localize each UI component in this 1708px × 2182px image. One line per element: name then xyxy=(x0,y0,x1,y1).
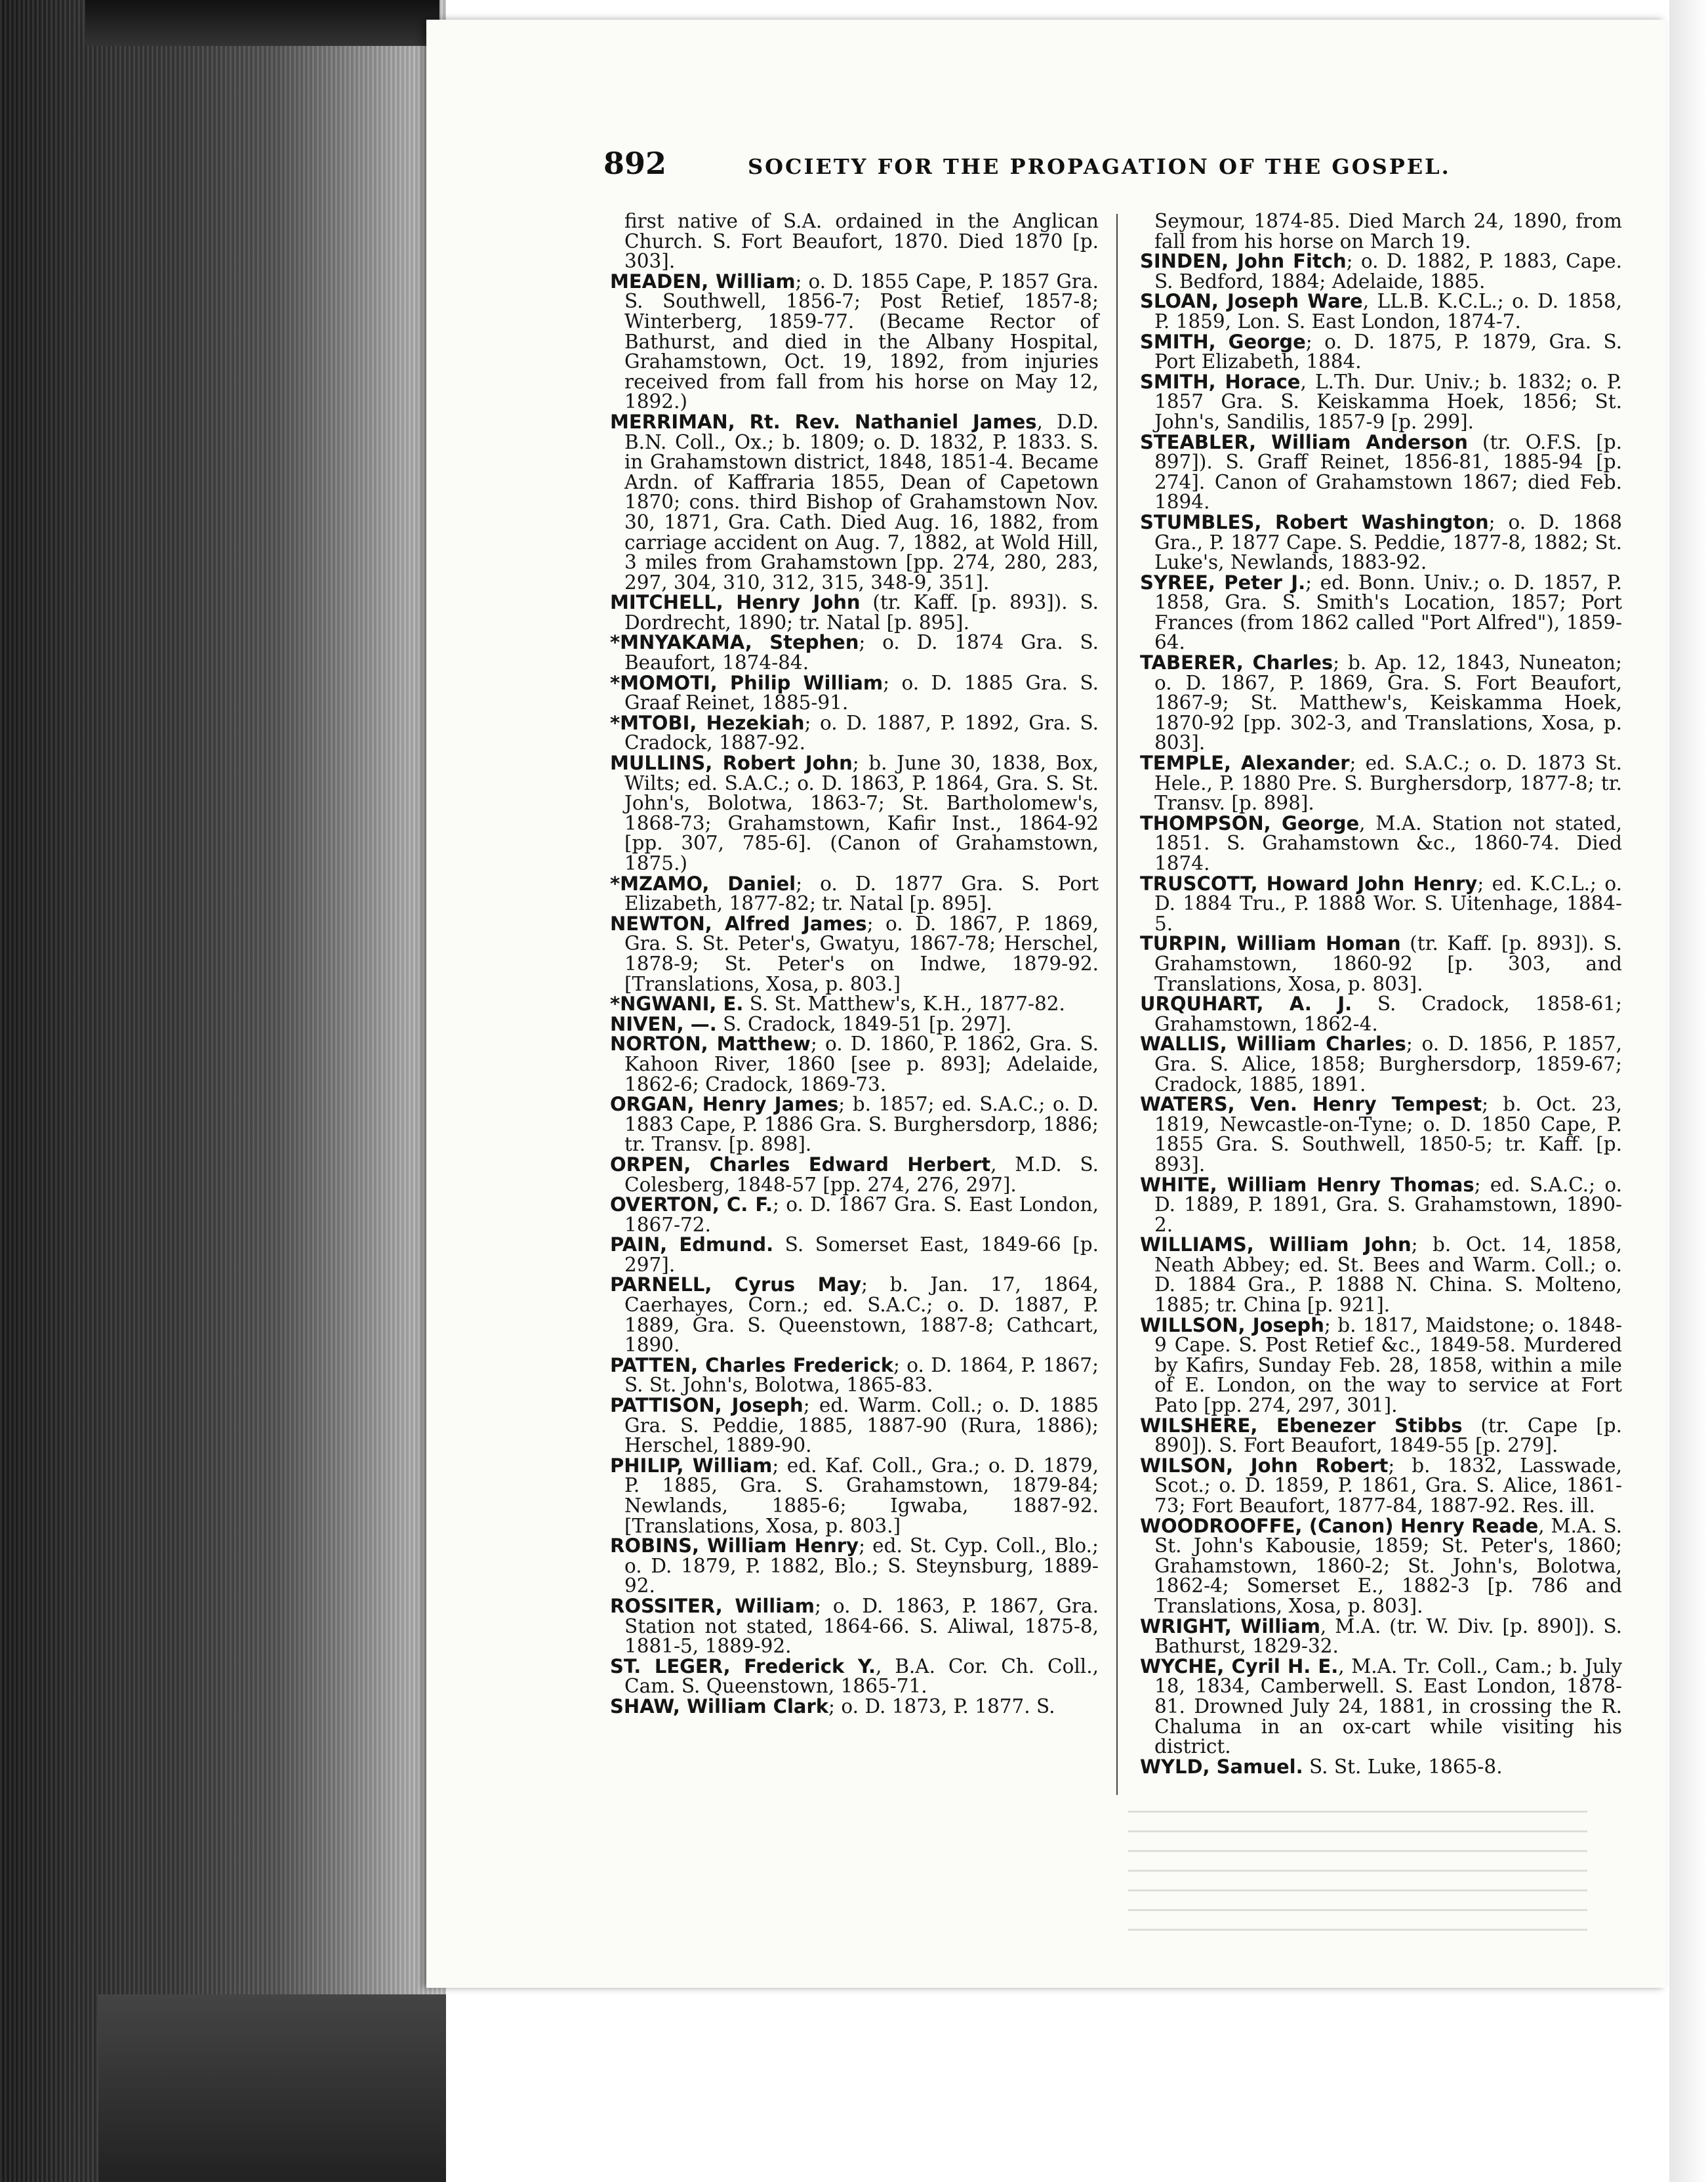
register-entry xyxy=(610,713,1099,753)
running-title: SOCIETY FOR THE PROPAGATION OF THE GOSPEL. xyxy=(748,154,1451,179)
entry-text: ; b. June 30, 1838, Box, Wilts; ed. S.A.C.; o. D. 1863, P. 1864, Gra. S. St. John's, Bolotwa, 1863-7; St. Bartholomew's, 1868-73; Grahamstown, Kafir Inst., 1864-92 [pp. 307, 785-6]. (Canon of Grahamstown, 1875.) xyxy=(624,752,1099,875)
entry-name: STEABLER, William Anderson xyxy=(1140,430,1468,453)
register-entry xyxy=(610,1355,1099,1395)
entry-name: *MOMOTI, Philip William xyxy=(610,671,884,694)
entry-text: ; o. D. 1856, P. 1857, Gra. S. Alice, 1858; Burghersdorp, 1859-67; Cradock, 1885, 1891. xyxy=(1154,1033,1622,1096)
entry-name: SMITH, Horace xyxy=(1140,370,1301,393)
register-entry xyxy=(610,632,1099,672)
entry-name: NORTON, Matthew xyxy=(610,1033,811,1056)
entry-name: *MZAMO, Daniel xyxy=(610,872,796,895)
entry-text: (tr. O.F.S. [p. 897]). S. Graff Reinet, 1856-81, 1885-94 [p. 274]. Canon of Grahamstown 1867; died Feb. 1894. xyxy=(1154,430,1623,514)
entry-name: PATTEN, Charles Frederick xyxy=(610,1353,893,1376)
entry-text: S. Cradock, 1858-61; Grahamstown, 1862-4. xyxy=(1154,993,1622,1035)
entry-name: WHITE, William Henry Thomas xyxy=(1140,1173,1474,1196)
entry-name: *MTOBI, Hezekiah xyxy=(610,711,805,734)
entry-name: ROSSITER, William xyxy=(610,1594,815,1617)
entry-text: (tr. Kaff. [p. 893]). S. Grahamstown, 1860-92 [p. 303, and Translations, Xosa, p. 803]. xyxy=(1154,932,1622,995)
entry-text: (tr. Kaff. [p. 893]). S. Dordrecht, 1890; tr. Natal [p. 895]. xyxy=(624,591,1099,634)
entry-name: PARNELL, Cyrus May xyxy=(610,1273,862,1296)
entry-text: , M.A. S. St. John's Kabousie, 1859; St. Peter's, 1860; Grahamstown, 1860-2; St. John's, Bolotwa, 1862-4; Somerset E., 1882-3 [p. 786 and Translations, Xosa, p. 803]. xyxy=(1154,1514,1622,1617)
entry-text: ; o. D. 1867, P. 1869, Gra. S. St. Peter's, Gwatyu, 1867-78; Herschel, 1878-9; St. Peter's on Indwe, 1879-92. [Translations, Xosa, p. 803.] xyxy=(624,912,1099,995)
entry-text: , M.A. Station not stated, 1851. S. Grahamstown &c., 1860-74. Died 1874. xyxy=(1154,812,1622,875)
register-entry xyxy=(610,1536,1099,1596)
register-entry xyxy=(610,412,1099,592)
entry-text: ; o. D. 1864, P. 1867; S. St. John's, Bolotwa, 1865-83. xyxy=(624,1353,1099,1397)
register-entry xyxy=(1140,753,1622,813)
page-right-margin xyxy=(1669,0,1708,2182)
entry-name: SYREE, Peter J. xyxy=(1140,571,1306,594)
register-entry xyxy=(1140,1175,1622,1235)
entry-text: ; o. D. 1885 Gra. S. Graaf Reinet, 1885-91. xyxy=(624,671,1099,714)
entry-name: NEWTON, Alfred James xyxy=(610,912,867,935)
entry-text: , D.D. B.N. Coll., Ox.; b. 1809; o. D. 1832, P. 1833. S. in Grahamstown district, 1848, 1851-4. Became Ardn. of Kaffraria 1855, Dean of Capetown 1870; cons. third Bishop of Grahamstown Nov. 30, 1871, Gra. Cath. Died Aug. 16, 1882, from carriage accident on Aug. 7, 1882, at Wold Hill, 3 miles from Grahamstown [pp. 274, 280, 283, 297, 304, 310, 312, 315, 348-9, 351]. xyxy=(624,410,1099,594)
entry-text: S. St. Matthew's, K.H., 1877-82. xyxy=(743,993,1065,1016)
show-through-text xyxy=(1128,1811,1587,1942)
entry-text: ; o. D. 1863, P. 1867, Gra. Station not stated, 1864-66. S. Aliwal, 1875-8, 1881-5, 1889-92. xyxy=(624,1594,1099,1658)
register-entry xyxy=(1140,874,1622,934)
register-entry xyxy=(1140,1416,1622,1456)
entry-name: WILLIAMS, William John xyxy=(1140,1233,1412,1256)
register-entry xyxy=(1140,1757,1622,1777)
entry-text: S. St. Luke, 1865-8. xyxy=(1303,1755,1503,1778)
register-entry xyxy=(1140,1616,1622,1657)
register-entry xyxy=(610,1395,1099,1456)
entry-text: ; o. D. 1855 Cape, P. 1857 Gra. S. Southwell, 1856-7; Post Retief, 1857-8; Winterberg, 1859-77. (Became Rector of Bathurst, and died in the Albany Hospital, Grahamstown, Oct. 19, 1892, from injuries received from fall from his horse on May 12, 1892.) xyxy=(624,270,1099,413)
entry-text: S. Somerset East, 1849-66 [p. 297]. xyxy=(624,1233,1099,1276)
register-entry xyxy=(610,994,1099,1014)
entry-name: *NGWANI, E. xyxy=(610,993,744,1016)
entry-name: THOMPSON, George xyxy=(1140,812,1360,834)
register-entry xyxy=(1140,653,1622,753)
register-entry xyxy=(610,1155,1099,1195)
register-entry xyxy=(610,272,1099,412)
entry-text: , B.A. Cor. Ch. Coll., Cam. S. Queenstown, 1865-71. xyxy=(624,1655,1099,1698)
entry-text: ; o. D. 1887, P. 1892, Gra. S. Cradock, 1887-92. xyxy=(624,711,1099,754)
entry-name: MERRIMAN, Rt. Rev. Nathaniel James xyxy=(610,410,1037,433)
entry-name: TRUSCOTT, Howard John Henry xyxy=(1140,872,1478,895)
running-head xyxy=(603,146,1476,185)
entry-text: ; b. 1832, Lasswade, Scot.; o. D. 1859, P. 1861, Gra. S. Alice, 1861-73; Fort Beaufort, 1877-84, 1887-92. Res. ill. xyxy=(1154,1454,1622,1517)
register-entry xyxy=(1140,1456,1622,1516)
entry-text: (tr. Cape [p. 890]). S. Fort Beaufort, 1849-55 [p. 279]. xyxy=(1154,1414,1622,1457)
entry-name: SINDEN, John Fitch xyxy=(1140,250,1347,273)
entry-name: WRIGHT, William xyxy=(1140,1615,1320,1637)
register-entry xyxy=(610,673,1099,713)
entry-name: TABERER, Charles xyxy=(1140,651,1333,674)
entry-name: SMITH, George xyxy=(1140,330,1306,353)
register-entry xyxy=(610,1657,1099,1697)
entry-name: WILSON, John Robert xyxy=(1140,1454,1389,1477)
entry-text: ; b. Ap. 12, 1843, Nuneaton; o. D. 1867, P. 1869, Gra. S. Fort Beaufort, 1867-9; St. Matthew's, Keiskamma Hoek, 1870-92 [pp. 302-3, and Translations, Xosa, p. 803]. xyxy=(1154,651,1622,754)
entry-name: MULLINS, Robert John xyxy=(610,752,853,775)
entry-text: ; b. Jan. 17, 1864, Caerhayes, Corn.; ed. S.A.C.; o. D. 1887, P. 1889, Gra. S. Queenstown, 1887-8; Cathcart, 1890. xyxy=(624,1273,1099,1357)
entry-name: PATTISON, Joseph xyxy=(610,1394,803,1417)
book-edge-top xyxy=(85,0,439,46)
entry-name: WILLSON, Joseph xyxy=(1140,1313,1324,1336)
entry-text: ; b. 1817, Maidstone; o. 1848-9 Cape. S. Post Retief &c., 1849-58. Murdered by Kafirs, Sunday Feb. 28, 1858, within a mile of E. London, on the way to service at Fort Pato [pp. 274, 297, 301]. xyxy=(1154,1313,1622,1417)
entry-text: ; o. D. 1860, P. 1862, Gra. S. Kahoon River, 1860 [see p. 893]; Adelaide, 1862-6; Cradock, 1869-73. xyxy=(624,1033,1099,1096)
entry-text: ; o. D. 1867 Gra. S. East London, 1867-72. xyxy=(624,1193,1099,1236)
register-entry xyxy=(610,1195,1099,1235)
entry-text: ; b. 1857; ed. S.A.C.; o. D. 1883 Cape, P. 1886 Gra. S. Burghersdorp, 1886; tr. Transv. [p. 898]. xyxy=(624,1093,1099,1156)
book-edge-bottom xyxy=(98,1994,446,2182)
page-number: 892 xyxy=(603,146,667,181)
register-entry xyxy=(1140,1094,1622,1174)
entry-name: ORGAN, Henry James xyxy=(610,1093,839,1116)
register-entry xyxy=(1140,332,1622,372)
entry-text: , M.D. S. Colesberg, 1848-57 [pp. 274, 276, 297]. xyxy=(624,1153,1099,1196)
entry-text: ; b. Oct. 14, 1858, Neath Abbey; ed. St. Bees and Warm. Coll.; o. D. 1884 Gra., P. 1888 N. China. S. Molteno, 1885; tr. China [p. 921]. xyxy=(1154,1233,1622,1317)
entry-name: STUMBLES, Robert Washington xyxy=(1140,510,1489,533)
register-entry xyxy=(1140,1034,1622,1094)
register-entry xyxy=(1140,211,1622,251)
entry-text: ; ed. K.C.L.; o. D. 1884 Tru., P. 1888 Wor. S. Uitenhage, 1884-5. xyxy=(1154,872,1622,935)
right-column xyxy=(1140,211,1622,1777)
column-divider xyxy=(1116,214,1118,1795)
entry-text: Seymour, 1874-85. Died March 24, 1890, from fall from his horse on March 19. xyxy=(1154,210,1622,253)
register-entry xyxy=(1140,1235,1622,1315)
register-entry xyxy=(610,1697,1099,1717)
entry-text: first native of S.A. ordained in the Anglican Church. S. Fort Beaufort, 1870. Died 1870 [p. 303]. xyxy=(624,210,1099,273)
entry-text: ; ed. St. Cyp. Coll., Blo.; o. D. 1879, P. 1882, Blo.; S. Steynsburg, 1889-92. xyxy=(624,1534,1099,1597)
book-page-edges xyxy=(0,0,446,2182)
entry-name: URQUHART, A. J. xyxy=(1140,993,1352,1016)
register-entry xyxy=(1140,512,1622,573)
entry-name: WALLIS, William Charles xyxy=(1140,1033,1406,1056)
entry-text: ; o. D. 1868 Gra., P. 1877 Cape. S. Peddie, 1877-8, 1882; St. Luke's, Newlands, 1883-92. xyxy=(1154,510,1622,574)
entry-text: ; o. D. 1875, P. 1879, Gra. S. Port Elizabeth, 1884. xyxy=(1154,330,1623,373)
entry-text: ; ed. Bonn. Univ.; o. D. 1857, P. 1858, Gra. S. Smith's Location, 1857; Port Frances (from 1862 called "Port Alfred"), 1859-64. xyxy=(1154,571,1622,654)
register-entry xyxy=(610,914,1099,994)
entry-text: ; o. D. 1873, P. 1877. S. xyxy=(828,1695,1055,1718)
entry-name: TURPIN, William Homan xyxy=(1140,932,1401,955)
entry-name: MEADEN, William xyxy=(610,270,796,293)
register-entry xyxy=(610,1275,1099,1355)
entry-name: TEMPLE, Alexander xyxy=(1140,752,1350,775)
entry-name: OVERTON, C. F. xyxy=(610,1193,773,1216)
register-entry xyxy=(610,874,1099,914)
register-entry xyxy=(1140,1516,1622,1616)
entry-name: PAIN, Edmund. xyxy=(610,1233,774,1256)
register-entry xyxy=(610,1456,1099,1536)
register-entry xyxy=(1140,291,1622,331)
entry-text: , M.A. (tr. W. Div. [p. 890]). S. Bathurst, 1829-32. xyxy=(1154,1615,1623,1658)
register-entry xyxy=(1140,573,1622,653)
register-entry xyxy=(610,1034,1099,1094)
register-entry xyxy=(610,753,1099,874)
entry-name: NIVEN, —. xyxy=(610,1012,717,1035)
entry-name: ROBINS, William Henry xyxy=(610,1534,859,1557)
register-entry xyxy=(610,1596,1099,1657)
entry-text: ; b. Oct. 23, 1819, Newcastle-on-Tyne; o. D. 1850 Cape, P. 1855 Gra. S. Southwell, 1850-5; tr. Kaff. [p. 893]. xyxy=(1154,1093,1622,1176)
entry-name: ORPEN, Charles Edward Herbert xyxy=(610,1153,991,1176)
entry-name: SHAW, William Clark xyxy=(610,1695,829,1718)
entry-text: ; o. D. 1874 Gra. S. Beaufort, 1874-84. xyxy=(624,631,1099,674)
left-column xyxy=(610,211,1099,1717)
register-entry xyxy=(610,1014,1099,1035)
register-entry xyxy=(610,1094,1099,1155)
register-entry xyxy=(1140,1657,1622,1757)
entry-text: , L.Th. Dur. Univ.; b. 1832; o. P. 1857 Gra. S. Keiskamma Hoek, 1856; St. John's, Sandilis, 1857-9 [p. 299]. xyxy=(1154,370,1623,433)
register-entry xyxy=(1140,372,1622,432)
entry-name: PHILIP, William xyxy=(610,1454,773,1477)
entry-text: ; ed. Warm. Coll.; o. D. 1885 Gra. S. Peddie, 1885, 1887-90 (Rura, 1886); Herschel, 1889-90. xyxy=(624,1394,1099,1457)
register-entry xyxy=(1140,432,1622,512)
entry-name: WYLD, Samuel. xyxy=(1140,1755,1303,1778)
entry-name: WOODROOFFE, (Canon) Henry Reade xyxy=(1140,1514,1539,1537)
entry-name: WATERS, Ven. Henry Tempest xyxy=(1140,1093,1482,1116)
entry-text: ; o. D. 1877 Gra. S. Port Elizabeth, 1877-82; tr. Natal [p. 895]. xyxy=(624,872,1099,915)
entry-text: ; ed. Kaf. Coll., Gra.; o. D. 1879, P. 1885, Gra. S. Grahamstown, 1879-84; Newlands, 1885-6; Igwaba, 1887-92. [Translations, Xosa, p. 803.] xyxy=(624,1454,1099,1537)
entry-name: ST. LEGER, Frederick Y. xyxy=(610,1655,876,1678)
entry-name: MITCHELL, Henry John xyxy=(610,591,861,614)
entry-name: SLOAN, Joseph Ware xyxy=(1140,290,1363,313)
register-entry xyxy=(1140,994,1622,1034)
entry-text: , M.A. Tr. Coll., Cam.; b. July 18, 1834, Camberwell. S. East London, 1878-81. Drowned July 24, 1881, in crossing the R. Chaluma in an ox-cart while visiting his district. xyxy=(1154,1655,1622,1758)
register-entry xyxy=(1140,813,1622,874)
entry-text: S. Cradock, 1849-51 [p. 297]. xyxy=(716,1012,1012,1035)
register-entry xyxy=(1140,934,1622,994)
register-entry xyxy=(1140,1315,1622,1416)
entry-text: ; ed. S.A.C.; o. D. 1889, P. 1891, Gra. S. Grahamstown, 1890-2. xyxy=(1154,1173,1623,1236)
register-entry xyxy=(610,592,1099,632)
entry-name: WILSHERE, Ebenezer Stibbs xyxy=(1140,1414,1463,1437)
entry-text: ; ed. S.A.C.; o. D. 1873 St. Hele., P. 1880 Pre. S. Burghersdorp, 1877-8; tr. Transv. [p. 898]. xyxy=(1154,752,1622,815)
entry-text: , LL.B. K.C.L.; o. D. 1858, P. 1859, Lon. S. East London, 1874-7. xyxy=(1154,290,1623,333)
register-entry xyxy=(1140,251,1622,291)
register-entry xyxy=(610,1235,1099,1275)
entry-name: *MNYAKAMA, Stephen xyxy=(610,631,859,654)
entry-text: ; o. D. 1882, P. 1883, Cape. S. Bedford, 1884; Adelaide, 1885. xyxy=(1154,250,1622,293)
entry-name: WYCHE, Cyril H. E. xyxy=(1140,1655,1339,1678)
register-entry xyxy=(610,211,1099,272)
